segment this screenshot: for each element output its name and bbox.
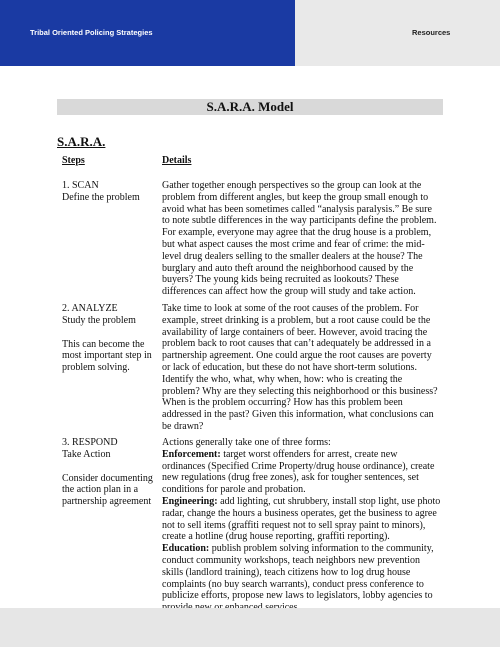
detail-line-text: new regulations (drug free zones), ask for tougher sentences, set — [162, 472, 419, 484]
detail-line — [162, 508, 444, 520]
step-subtitle: Take Action — [62, 448, 111, 460]
detail-line: availability of large containers of beer. However, avoid tracing the — [162, 326, 428, 338]
detail-line: addressed in the past? Given this information, what conclusions can — [162, 409, 434, 421]
detail-line — [162, 590, 444, 602]
detail-line — [162, 472, 444, 484]
site-title[interactable]: Tribal Oriented Policing Strategies — [30, 28, 153, 37]
steps-column-header: Steps — [62, 155, 85, 166]
detail-line — [162, 437, 444, 449]
detail-line-text: create a hotline (drug house reporting, graffiti reporting). — [162, 531, 390, 543]
detail-line: avoid what has been sometimes called “analysis paralysis.” Be sure — [162, 203, 432, 215]
detail-line: problem? Why are they selecting this neighborhood or this business? — [162, 385, 438, 397]
detail-line-text: publicize efforts, propose new laws to legislators, lobby agencies to — [162, 590, 433, 602]
detail-line: Take time to look at some of the root causes of the problem. For — [162, 303, 419, 314]
detail-line — [162, 484, 444, 496]
step-label — [62, 303, 160, 374]
step-note-line: the action plan in a — [62, 484, 139, 496]
details-column-header: Details — [162, 155, 192, 166]
detail-line: but what aspect causes the most crime and fear of crime: the mid- — [162, 238, 425, 250]
header-nav — [295, 0, 500, 66]
section-heading: S.A.R.A. — [57, 134, 106, 149]
step-note-line: This can become the — [62, 338, 145, 350]
page-footer-area — [0, 608, 500, 647]
step-subtitle: Define the problem — [62, 191, 140, 203]
detail-line: level drug dealers selling to the smaller dealers at the house? The — [162, 250, 423, 262]
step-name: 2. ANALYZE — [62, 303, 118, 314]
document-page — [0, 66, 500, 608]
detail-line: Gather together enough perspectives so the group can look at the — [162, 180, 422, 191]
detail-line: to note subtle differences in the way participants define the problem. — [162, 215, 437, 227]
detail-line: When is the problem occurring? How has this problem been — [162, 397, 403, 409]
step-note-line: problem solving. — [62, 362, 130, 374]
step-name: 1. SCAN — [62, 180, 99, 191]
detail-line-text: not to sell items (graffiti request not to sell spray paint to minors), — [162, 519, 426, 531]
detail-line — [162, 579, 444, 591]
detail-line-text: add lighting, cut shrubbery, install stop light, use photo — [217, 495, 441, 507]
detail-line — [162, 543, 444, 555]
detail-line-bold: Engineering: — [162, 495, 218, 507]
detail-line — [162, 449, 444, 461]
detail-line — [162, 567, 444, 579]
detail-line-text: conduct community workshops, teach neighbors new prevention — [162, 554, 420, 566]
detail-line: be drawn? — [162, 420, 204, 432]
detail-line: differences can affect how the group will study and take action. — [162, 286, 416, 298]
detail-line-text: skills (landlord training), teach citizens how to log drug house — [162, 566, 411, 578]
detail-line-text: Actions generally take one of three forms: — [162, 437, 331, 448]
detail-line-bold: Education: — [162, 543, 210, 555]
detail-line-text: publish problem solving information to the community, — [209, 543, 434, 555]
detail-line — [162, 496, 444, 508]
page-title: S.A.R.A. Model — [57, 99, 443, 115]
detail-line-text: complaints (no buy search warrants), conduct press conference to — [162, 578, 424, 590]
detail-line — [162, 461, 444, 473]
detail-line: buyers? The young kids being recruited as lookouts? These — [162, 274, 399, 286]
detail-line: problem back to root causes that can’t adequately be addressed in a — [162, 338, 431, 350]
detail-line-text: target worst offenders for arrest, create new — [220, 448, 398, 460]
step-label — [62, 437, 160, 508]
step-details — [162, 437, 444, 614]
step-subtitle: Study the problem — [62, 314, 136, 326]
detail-line-text: ordinances (Specified Crime Property/drug house ordinance), create — [162, 460, 435, 472]
resources-link[interactable]: Resources — [412, 28, 451, 37]
step-note-line: most important step in — [62, 350, 152, 362]
step-details — [162, 303, 444, 433]
step-note-line: partnership agreement — [62, 496, 152, 508]
step-note-line: Consider documenting — [62, 472, 153, 484]
detail-line: problem from different angles, but keep the group small enough to — [162, 191, 429, 203]
detail-line: burglary and auto theft around the neighborhood caused by the — [162, 262, 414, 274]
detail-line — [162, 555, 444, 567]
detail-line: partnership agreement. One could argue the root causes are poverty — [162, 350, 432, 362]
detail-line: For example, everyone may agree that the drug house is a problem, — [162, 227, 432, 239]
header-title-bar — [0, 0, 295, 66]
detail-line-bold: Enforcement: — [162, 448, 221, 460]
detail-line: example, street drinking is a problem, but a root cause could be the — [162, 314, 431, 326]
detail-line-text: radar, change the hours a business operates, get the business to agree — [162, 507, 437, 519]
detail-line — [162, 520, 444, 532]
detail-line: or lack of education, but these do not have short-term solutions. — [162, 361, 417, 373]
site-header — [0, 0, 500, 66]
detail-line — [162, 531, 444, 543]
detail-line-text: conditions for parole and probation. — [162, 484, 306, 496]
step-name: 3. RESPOND — [62, 437, 118, 448]
step-details — [162, 180, 444, 298]
detail-line: Identify the who, what, why when, how: who is creating the — [162, 373, 403, 385]
step-label — [62, 180, 160, 204]
